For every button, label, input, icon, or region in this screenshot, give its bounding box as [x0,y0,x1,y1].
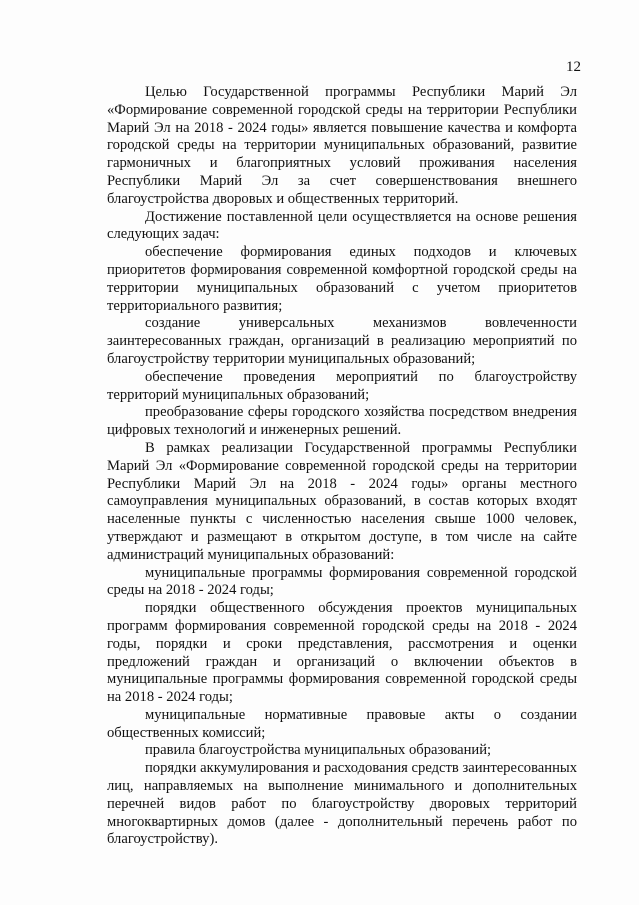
paragraph-goal: Целью Государственной программы Республики Марий Эл «Формирование современной городской среды на территории Республики Марий Эл на 2018 - 2024 годы» является повышение качества и комфорта городской среды на территории муниципальных образований, развитие гармоничных и благоприятных условий проживания населения Республики Марий Эл за счет совершенствования внешнего благоустройства дворовых и общественных территорий. [107,84,577,207]
paragraph-municipal-programs: муниципальные программы формирования современной городской среды на 2018 - 2024 годы; [107,564,577,599]
paragraph-tasks-intro: Достижение поставленной цели осуществляется на основе решения следующих задач: [107,208,577,243]
paragraph-improvement-rules: правила благоустройства муниципальных образований; [145,742,492,759]
paragraph-task-approaches: обеспечение формирования единых подходов и ключевых приоритетов формирования современной комфортной городской среды на территории муниципальных образований с учетом приоритетов территориального развития; [107,244,577,314]
paragraph-funds-procedures: порядки аккумулирования и расходования средств заинтересованных лиц, направляемых на выполнение минимального и дополнительных перечней видов работ по благоустройству дворовых территорий многоквартирных домов (далее - дополнительный перечень работ по благоустройству). [107,760,577,848]
paragraph-task-mechanisms: создание универсальных механизмов вовлеченности заинтересованных граждан, организаций в реализацию мероприятий по благоустройству территории муниципальных образований; [107,315,577,367]
paragraph-regulatory-acts: муниципальные нормативные правовые акты о создании общественных комиссий; [107,706,577,741]
paragraph-task-activities: обеспечение проведения мероприятий по благоустройству территорий муниципальных образований; [107,368,577,403]
page-number: 12 [566,59,581,75]
paragraph-discussion-procedures: порядки общественного обсуждения проектов муниципальных программ формирования современной городской среды на 2018 - 2024 годы, порядки и сроки представления, рассмотрения и оценки предложений граждан и организаций о включении объектов в муниципальные программы формирования современной городской среды на 2018 - 2024 годы; [107,600,577,706]
paragraph-task-digital: преобразование сферы городского хозяйства посредством внедрения цифровых технологий и инженерных решений. [107,404,577,439]
paragraph-local-authorities: В рамках реализации Государственной программы Республики Марий Эл «Формирование современной городской среды на территории Республики Марий Эл на 2018 - 2024 годы» органы местного самоуправления муниципальных образований, в состав которых входят населенные пункты с численностью населения свыше 1000 человек, утверждают и размещают в открытом доступе, в том числе на сайте администраций муниципальных образований: [107,439,577,563]
document-body [107,84,577,849]
